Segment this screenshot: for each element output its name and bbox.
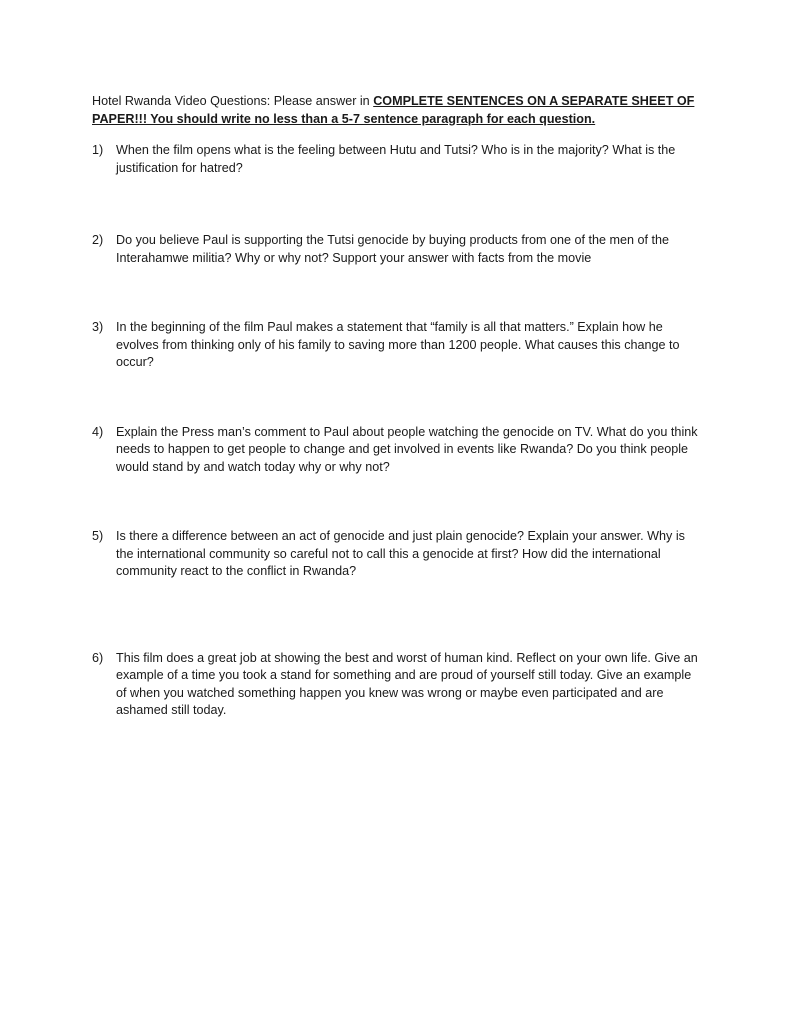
question-list: [92, 142, 702, 720]
question-number: 2): [92, 233, 104, 247]
question-number: 1): [92, 143, 104, 157]
question-text: In the beginning of the film Paul makes a statement that “family is all that matters.” Explain how he evolves from thinking only of his family to saving more than 1200 people. What causes this change to occur?: [116, 320, 680, 369]
question-text: When the film opens what is the feeling between Hutu and Tutsi? Who is in the majority? What is the justification for hatred?: [116, 143, 676, 175]
question-text: Do you believe Paul is supporting the Tutsi genocide by buying products from one of the men of the Interahamwe militia? Why or why not? Support your answer with facts from the movie: [116, 233, 670, 265]
instructions-title: Hotel Rwanda Video Questions: Please answer in: [92, 94, 374, 108]
question-item: [92, 528, 702, 581]
question-item: [92, 232, 702, 267]
document-body: [92, 93, 702, 720]
question-text: This film does a great job at showing the best and worst of human kind. Reflect on your own life. Give an example of a time you took a stand for something and are proud of yourself still today. Give an example of when you watched something happen you knew was wrong or maybe even participated and are ashamed still today.: [116, 650, 698, 717]
question-item: [92, 319, 702, 372]
question-text: Is there a difference between an act of genocide and just plain genocide? Explain your answer. Why is the international community so careful not to call this a genocide at first? How did the international community react to the conflict in Rwanda?: [116, 529, 685, 578]
question-number: 3): [92, 320, 104, 334]
instructions-paragraph: [92, 93, 702, 128]
instructions-emphasis: COMPLETE SENTENCES ON A SEPARATE SHEET OF PAPER!!! You should write no less than a 5-7 sentence paragraph for each question.: [92, 94, 695, 126]
question-item: [92, 650, 702, 720]
question-item: [92, 142, 702, 177]
question-number: 6): [92, 650, 104, 665]
question-item: [92, 424, 702, 477]
question-text: Explain the Press man’s comment to Paul about people watching the genocide on TV. What do you think needs to happen to get people to change and get involved in events like Rwanda? Do you think people would stand by and watch today why or why not?: [116, 424, 698, 474]
question-number: 4): [92, 424, 104, 439]
question-number: 5): [92, 529, 104, 543]
